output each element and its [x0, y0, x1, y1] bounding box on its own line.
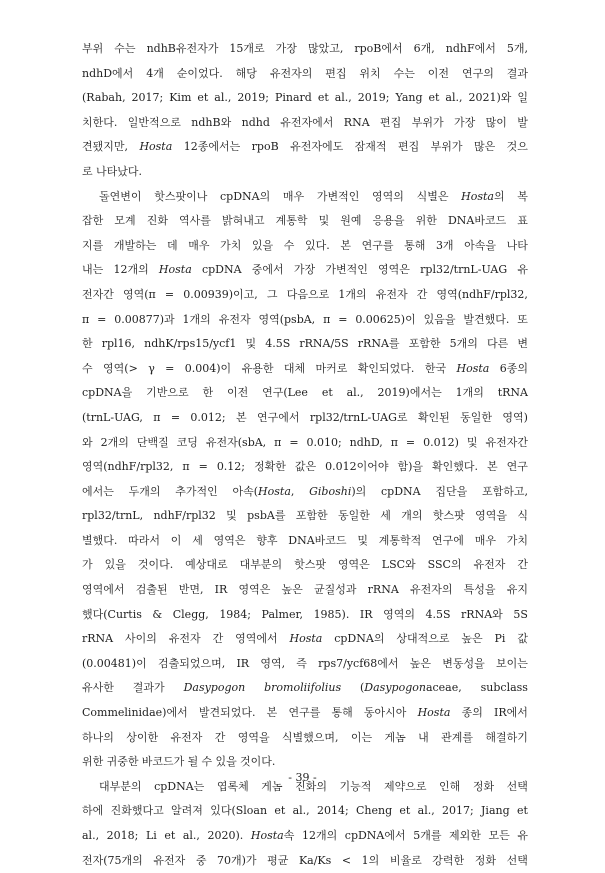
text-line: 내는 12개의 Hosta cpDNA 중에서 가장 가변적인 영역은 rpl32/trnL-UAG 유 [82, 263, 528, 277]
paragraph-2 [82, 185, 528, 775]
text-line: ndhD에서 4개 순이었다. 해당 유전자의 편집 위치 수는 이전 연구의 결과 [82, 66, 528, 80]
text-line: π = 0.00877)과 1개의 유전자 영역(psbA, π = 0.00625)이 있음을 발견했다. 또 [82, 312, 528, 326]
text-line: 하에 진화했다고 알려져 있다(Sloan et al., 2014; Cheng et al., 2017; Jiang et [82, 804, 528, 818]
text-line: 영역(ndhF/rpl32, π = 0.12; 정확한 값은 0.012이어야 함)을 확인했다. 본 연구 [82, 460, 528, 474]
text-line: Commelinidae)에서 발견되었다. 본 연구를 통해 동아시아 Hosta 종의 IR에서 [82, 706, 528, 720]
text-line: 전자간 영역(π = 0.00939)이고, 그 다음으로 1개의 유전자 간 영역(ndhF/rpl32, [82, 287, 528, 301]
text-line: 치한다. 일반적으로 ndhB와 ndhd 유전자에서 RNA 편집 부위가 가장 많이 발 [82, 115, 528, 129]
text-line: 영역에서 검출된 반면, IR 영역은 높은 균질성과 rRNA 유전자의 특성을 유지 [82, 583, 528, 597]
text-line: 와 2개의 단백질 코딩 유전자(sbA, π = 0.010; ndhD, π = 0.012) 및 유전자간 [82, 435, 528, 449]
text-line: 가 있을 것이다. 예상대로 대부분의 핫스팟 영역은 LSC와 SSC의 유전자 간 [82, 558, 528, 572]
text-line: 하나의 상이한 유전자 간 영역을 식별했으며, 이는 게놈 내 관계를 해결하기 [82, 730, 528, 744]
text-line: rRNA 사이의 유전자 간 영역에서 Hosta cpDNA의 상대적으로 높은 Pi 값 [82, 632, 528, 646]
document-body [82, 37, 528, 873]
text-line: (Rabah, 2017; Kim et al., 2019; Pinard et al., 2019; Yang et al., 2021)와 일 [82, 91, 528, 105]
text-line: 전자(75개의 유전자 중 70개)가 평균 Ka/Ks < 1의 비율로 강력한 정화 선택 [82, 853, 528, 867]
text-line: 부위 수는 ndhB유전자가 15개로 가장 많았고, rpoB에서 6개, ndhF에서 5개, [82, 42, 528, 55]
text-line: (0.00481)이 검출되었으며, IR 영역, 즉 rps7/ycf68에서 높은 변동성을 보이는 [82, 656, 528, 670]
text-line: al., 2018; Li et al., 2020). Hosta속 12개의 cpDNA에서 5개를 제외한 모든 유 [82, 829, 528, 842]
text-line: 지를 개발하는 데 매우 가치 있을 수 있다. 본 연구를 통해 3개 아속을 나타 [82, 238, 528, 252]
text-line: 견됐지만, Hosta 12종에서는 rpoB 유전자에도 잠재적 편집 부위가 많은 것으 [82, 140, 528, 154]
text-line: 별했다. 따라서 이 세 영역은 향후 DNA바코드 및 계통학적 연구에 매우 가치 [82, 533, 528, 547]
text-line: 수 영역(> γ = 0.004)이 유용한 대체 마커로 확인되었다. 한국 Hosta 6종의 [82, 361, 528, 375]
paragraph-3 [82, 775, 528, 873]
text-line: cpDNA을 기반으로 한 이전 연구(Lee et al., 2019)에서는 1개의 tRNA [82, 386, 528, 400]
page-number: - 39 - [288, 771, 317, 784]
text-line: 에서는 두개의 추가적인 아속(Hosta, Giboshi)의 cpDNA 집단을 포함하고, [82, 484, 528, 498]
text-line: rpl32/trnL, ndhF/rpl32 및 psbA를 포함한 동일한 세 개의 핫스팟 영역을 식 [82, 509, 528, 523]
text-line: 로 나타났다. [82, 164, 142, 178]
text-line: (trnL-UAG, π = 0.012; 본 연구에서 rpl32/trnL-UAG로 확인된 동일한 영역) [82, 410, 528, 424]
text-line: 유사한 결과가 Dasypogon bromoliifolius (Dasypogonaceae, subclass [82, 681, 528, 695]
paragraph-1 [82, 37, 528, 185]
text-line: 돌연변이 핫스팟이나 cpDNA의 매우 가변적인 영역의 식별은 Hosta의 복 [99, 189, 528, 203]
text-line: 잡한 모계 진화 역사를 밝혀내고 계통학 및 원예 응용을 위한 DNA바코드 표 [82, 214, 528, 228]
text-line: 했다(Curtis & Clegg, 1984; Palmer, 1985). IR 영역의 4.5S rRNA와 5S [82, 607, 528, 621]
text-line: 대부분의 cpDNA는 엽록체 게놈 진화의 기능적 제약으로 인해 정화 선택 [99, 779, 528, 793]
text-line: 한 rpl16, ndhK/rps15/ycf1 및 4.5S rRNA/5S rRNA를 포함한 5개의 다른 변 [82, 337, 528, 351]
text-line: 위한 귀중한 바코드가 될 수 있을 것이다. [82, 755, 276, 769]
